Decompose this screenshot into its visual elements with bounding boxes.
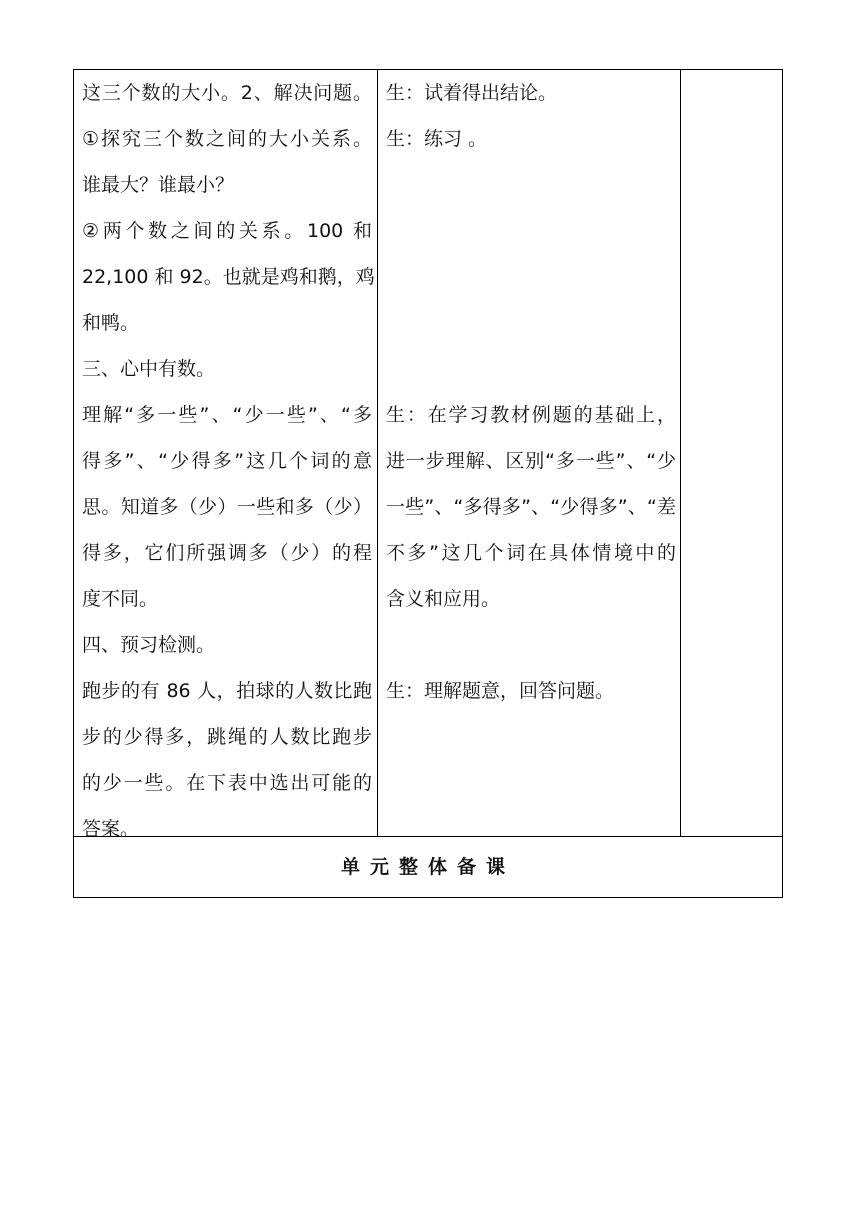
text-line: 度不同。 xyxy=(82,588,159,610)
text-line: 得多”、“少得多”这几个词的意 xyxy=(82,450,372,472)
text-line: 的少一些。在下表中选出可能的 xyxy=(82,772,372,794)
text-line: 答案。 xyxy=(82,818,140,840)
text-line: 谁最大？谁最小？ xyxy=(82,174,235,196)
blank-line xyxy=(386,622,676,668)
blank-line xyxy=(386,300,676,346)
text-line: 不多”这几个词在具体情境中的 xyxy=(386,542,676,564)
section-heading: 四、预习检测。 xyxy=(82,634,216,656)
text-line: 思。知道多（少）一些和多（少） xyxy=(82,496,372,518)
text-line: 跑步的有 86 人，拍球的人数比跑 xyxy=(82,680,372,702)
text-line: 一些”、“多得多”、“少得多”、“差 xyxy=(386,496,676,518)
text-line: 含义和应用。 xyxy=(386,588,501,610)
text-line: 和鸭。 xyxy=(82,312,140,334)
text-line: 得多，它们所强调多（少）的程 xyxy=(82,542,372,564)
text-line: 生：在学习教材例题的基础上， xyxy=(386,404,676,426)
column-divider-1 xyxy=(377,69,378,837)
text-line: 理解“多一些”、“少一些”、“多 xyxy=(82,404,372,426)
section-heading: 三、心中有数。 xyxy=(82,358,216,380)
column-divider-2 xyxy=(680,69,681,837)
text-line: 生：理解题意，回答问题。 xyxy=(386,680,615,702)
unit-planning-header: 单元整体备课 xyxy=(340,856,515,878)
text-line: 22,100 和 92。也就是鸡和鹅，鸡 xyxy=(82,266,375,288)
blank-line xyxy=(386,346,676,392)
text-line: 生：练习 。 xyxy=(386,128,488,150)
blank-line xyxy=(386,162,676,208)
blank-line xyxy=(386,254,676,300)
text-line: 生：试着得出结论。 xyxy=(386,82,558,104)
blank-line xyxy=(386,208,676,254)
text-line: 进一步理解、区别“多一些”、“少 xyxy=(386,450,676,472)
text-line: ①探究三个数之间的大小关系。 xyxy=(82,128,372,150)
text-line: ②两个数之间的关系。100 和 xyxy=(82,220,372,242)
text-line: 步的少得多，跳绳的人数比跑步 xyxy=(82,726,372,748)
student-activity-column xyxy=(386,70,676,714)
teacher-activity-column xyxy=(82,70,375,852)
text-line: 这三个数的大小。2、解决问题。 xyxy=(82,82,372,104)
